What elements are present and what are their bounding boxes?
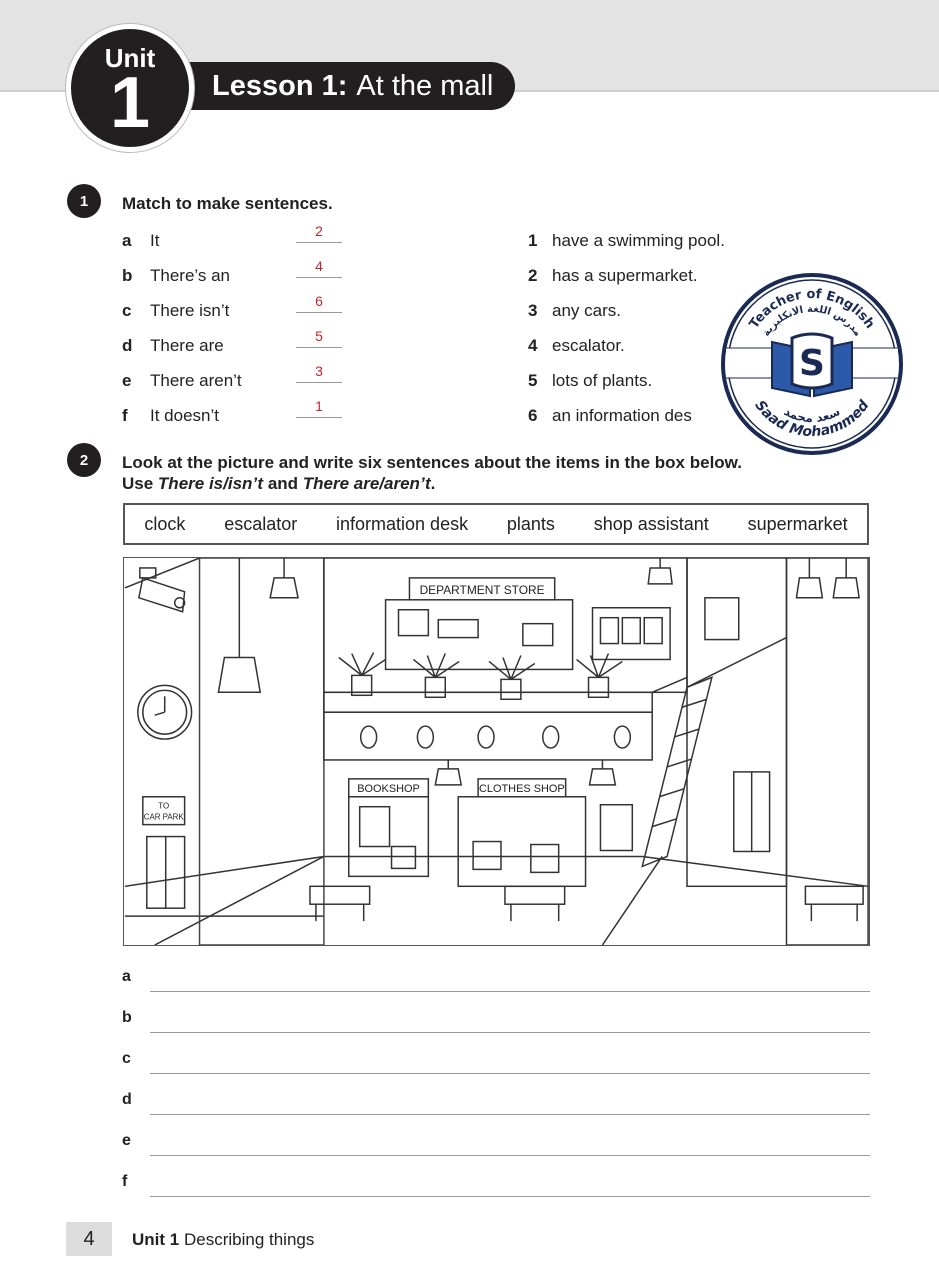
logo-top-text: Teacher of English [746,286,878,332]
car-park-label-1: TO [158,801,170,811]
bench-icon [805,886,863,921]
row-text: There isn’t [150,301,230,320]
answer-letter: a [122,968,131,985]
logo-letter: S [799,343,825,384]
lamp-icon [796,558,822,598]
instruction-there-are: There are/aren’t [302,474,431,493]
answer-letter: d [122,1091,132,1108]
plant-icon [339,653,386,696]
answer-rule [150,1114,870,1115]
answer-line[interactable] [122,1085,870,1115]
row-letter: a [122,231,132,250]
match-left-row [122,328,352,358]
clock-icon [138,685,192,739]
word-box [123,503,869,545]
row-number: 5 [528,371,538,390]
exercise-2-instruction [122,452,742,494]
row-text: any cars. [552,301,621,320]
match-left-row [122,363,352,393]
answer-rule [150,1032,870,1033]
exercise-1-number: 1 [67,184,101,218]
clothes-shop-label: CLOTHES SHOP [479,782,565,795]
answer-blank[interactable]: 2 [296,223,342,243]
answer-line[interactable] [122,1003,870,1033]
answer-letter: b [122,1009,132,1026]
row-letter: b [122,266,133,285]
unit-word: Unit [104,43,156,73]
department-store-label: DEPARTMENT STORE [419,582,545,597]
lamp-icon [648,558,672,584]
row-text: There aren’t [150,371,242,390]
instruction-and: and [263,474,303,493]
answer-rule [150,1196,870,1197]
row-number: 6 [528,406,538,425]
mall-illustration [123,557,870,946]
answer-line[interactable] [122,962,870,992]
row-text: have a swimming pool. [552,231,725,250]
row-number: 4 [528,336,538,355]
answer-blank[interactable]: 5 [296,328,342,348]
match-left-row [122,398,352,428]
answer-line[interactable] [122,1167,870,1197]
match-left-row [122,223,352,253]
exercise-2-number: 2 [67,443,101,477]
lamp-icon [435,760,461,785]
lesson-title: At the mall [356,69,494,102]
lesson-title-bar [180,62,515,110]
row-text: lots of plants. [552,371,653,390]
security-camera-icon [139,568,185,612]
word-item: shop assistant [593,513,709,534]
unit-number: 1 [109,63,151,143]
row-text: an information des [552,406,692,425]
plant-icon [413,654,459,698]
word-item: supermarket [747,513,848,534]
row-text: There’s an [150,266,231,285]
row-number: 1 [528,231,538,250]
row-letter: f [122,406,128,425]
row-text: It doesn’t [150,406,219,425]
answer-rule [150,991,870,992]
answer-letter: f [122,1173,128,1190]
row-text: It [150,231,160,250]
answer-line[interactable] [122,1126,870,1156]
row-text: There are [150,336,224,355]
answer-blank[interactable]: 1 [296,398,342,418]
match-left-row [122,258,352,288]
word-item: plants [506,513,555,534]
logo-arabic-top: مدرس اللغة الانكليزية [760,303,864,339]
lamp-icon [270,558,298,598]
row-text: has a supermarket. [552,266,698,285]
answer-letter: c [122,1050,131,1067]
row-number: 3 [528,301,538,320]
teacher-logo-stamp [720,272,904,456]
answer-blank[interactable]: 6 [296,293,342,313]
match-left-row [122,293,352,323]
word-item: information desk [336,513,469,534]
instruction-line-2 [122,473,742,494]
exercise-1-instruction: Match to make sentences. [122,194,333,213]
footer-unit [132,1230,314,1250]
logo-bottom-text: Saad Mohammed [751,397,873,441]
answer-blank[interactable]: 3 [296,363,342,383]
bench-icon [505,886,565,921]
lamp-icon [590,760,616,785]
answer-blank[interactable]: 4 [296,258,342,278]
instruction-there-is: There is/isn’t [157,474,264,493]
footer-unit-title: Describing things [183,1230,315,1249]
row-text: escalator. [552,336,625,355]
word-item: escalator [224,513,298,534]
instruction-period: . [430,474,436,493]
answer-letter: e [122,1132,131,1149]
row-letter: d [122,336,133,355]
escalator-icon [642,638,786,867]
answer-line[interactable] [122,1044,870,1074]
answer-rule [150,1073,870,1074]
row-letter: c [122,301,132,320]
lesson-label: Lesson 1: [212,69,348,102]
logo-arabic-name: سعد محمد [781,404,843,426]
word-item: clock [144,513,186,534]
lamp-icon [218,558,260,692]
page-number: 4 [66,1222,112,1256]
row-letter: e [122,371,132,390]
lamp-icon [833,558,859,598]
answer-rule [150,1155,870,1156]
car-park-label-2: CAR PARK [143,812,184,822]
unit-badge [66,24,194,152]
instruction-use: Use [122,474,158,493]
footer-unit-bold: Unit 1 [132,1230,180,1249]
row-number: 2 [528,266,538,285]
lift-door [147,837,185,909]
bookshop-label: BOOKSHOP [357,782,420,795]
instruction-line-1: Look at the picture and write six sentences about the items in the box below. [122,453,742,472]
